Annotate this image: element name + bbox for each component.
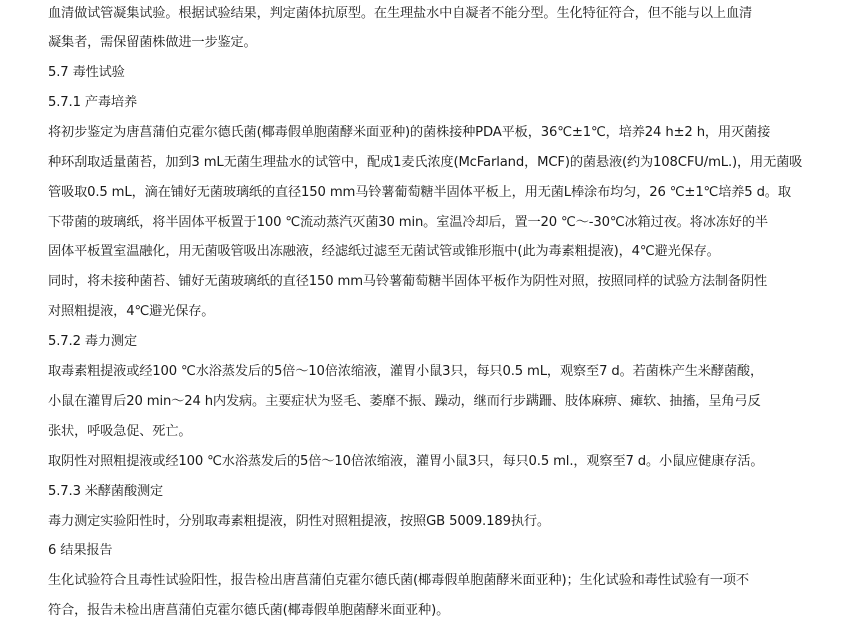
body-text-line: 将初步鉴定为唐菖蒲伯克霍尔德氏菌(椰毒假单胞菌酵米面亚种)的菌株接种PDA平板，36℃±1℃，培养24 h±2 h，用灭菌接 (48, 125, 771, 140)
subsection-heading-5-7-3: 5.7.3 米酵菌酸测定 (48, 484, 164, 499)
body-text-line: 毒力测定实验阳性时，分别取毒素粗提液，阴性对照粗提液，按照GB 5009.189执行。 (48, 514, 550, 529)
subsection-heading-5-7-2: 5.7.2 毒力测定 (48, 334, 137, 349)
body-text-line: 取毒素粗提液或经100 ℃水浴蒸发后的5倍～10倍浓缩液，灌胃小鼠3只，每只0.5 mL，观察至7 d。若菌株产生米酵菌酸， (48, 364, 763, 379)
body-text-line: 固体平板置室温融化，用无菌吸管吸出冻融液，经滤纸过滤至无菌试管或锥形瓶中(此为毒素粗提液)，4℃避光保存。 (48, 244, 720, 259)
body-text-line: 对照粗提液，4℃避光保存。 (48, 304, 215, 319)
body-text-line: 管吸取0.5 mL，滴在铺好无菌玻璃纸的直径150 mm马铃薯葡萄糖半固体平板上，用无菌L棒涂布均匀，26 ℃±1℃培养5 d。取 (48, 185, 791, 200)
body-text-line: 血清做试管凝集试验。根据试验结果，判定菌体抗原型。在生理盐水中自凝者不能分型。生化特征符合，但不能与以上血清 (48, 6, 753, 21)
body-text-line: 取阴性对照粗提液或经100 ℃水浴蒸发后的5倍～10倍浓缩液，灌胃小鼠3只，每只0.5 ml.，观察至7 d。小鼠应健康存活。 (48, 454, 764, 469)
body-text-line: 下带菌的玻璃纸，将半固体平板置于100 ℃流动蒸汽灭菌30 min。室温冷却后，置一20 ℃～-30℃冰箱过夜。将冰冻好的半 (48, 215, 768, 230)
body-text-line: 生化试验符合且毒性试验阳性，报告检出唐菖蒲伯克霍尔德氏菌(椰毒假单胞菌酵米面亚种)；生化试验和毒性试验有一项不 (48, 573, 749, 588)
body-text-line: 同时，将未接种菌苔、铺好无菌玻璃纸的直径150 mm马铃薯葡萄糖半固体平板作为阴性对照，按照同样的试验方法制备阴性 (48, 274, 768, 289)
body-text-line: 种环刮取适量菌苔，加到3 mL无菌生理盐水的试管中，配成1麦氏浓度(McFarland，MCF)的菌悬液(约为108CFU/mL.)，用无菌吸 (48, 155, 803, 170)
section-heading-5-7: 5.7 毒性试验 (48, 65, 125, 80)
body-text-line: 符合，报告未检出唐菖蒲伯克霍尔德氏菌(椰毒假单胞菌酵米面亚种)。 (48, 603, 450, 618)
body-text-line: 凝集者，需保留菌株做进一步鉴定。 (48, 35, 257, 50)
subsection-heading-5-7-1: 5.7.1 产毒培养 (48, 95, 137, 110)
body-text-line: 小鼠在灌胃后20 min～24 h内发病。主要症状为竖毛、萎靡不振、躁动，继而行步蹒跚、肢体麻痹、瘫软、抽搐，呈角弓反 (48, 394, 761, 409)
section-heading-6: 6 结果报告 (48, 543, 113, 558)
body-text-line: 张状，呼吸急促、死亡。 (48, 424, 192, 439)
